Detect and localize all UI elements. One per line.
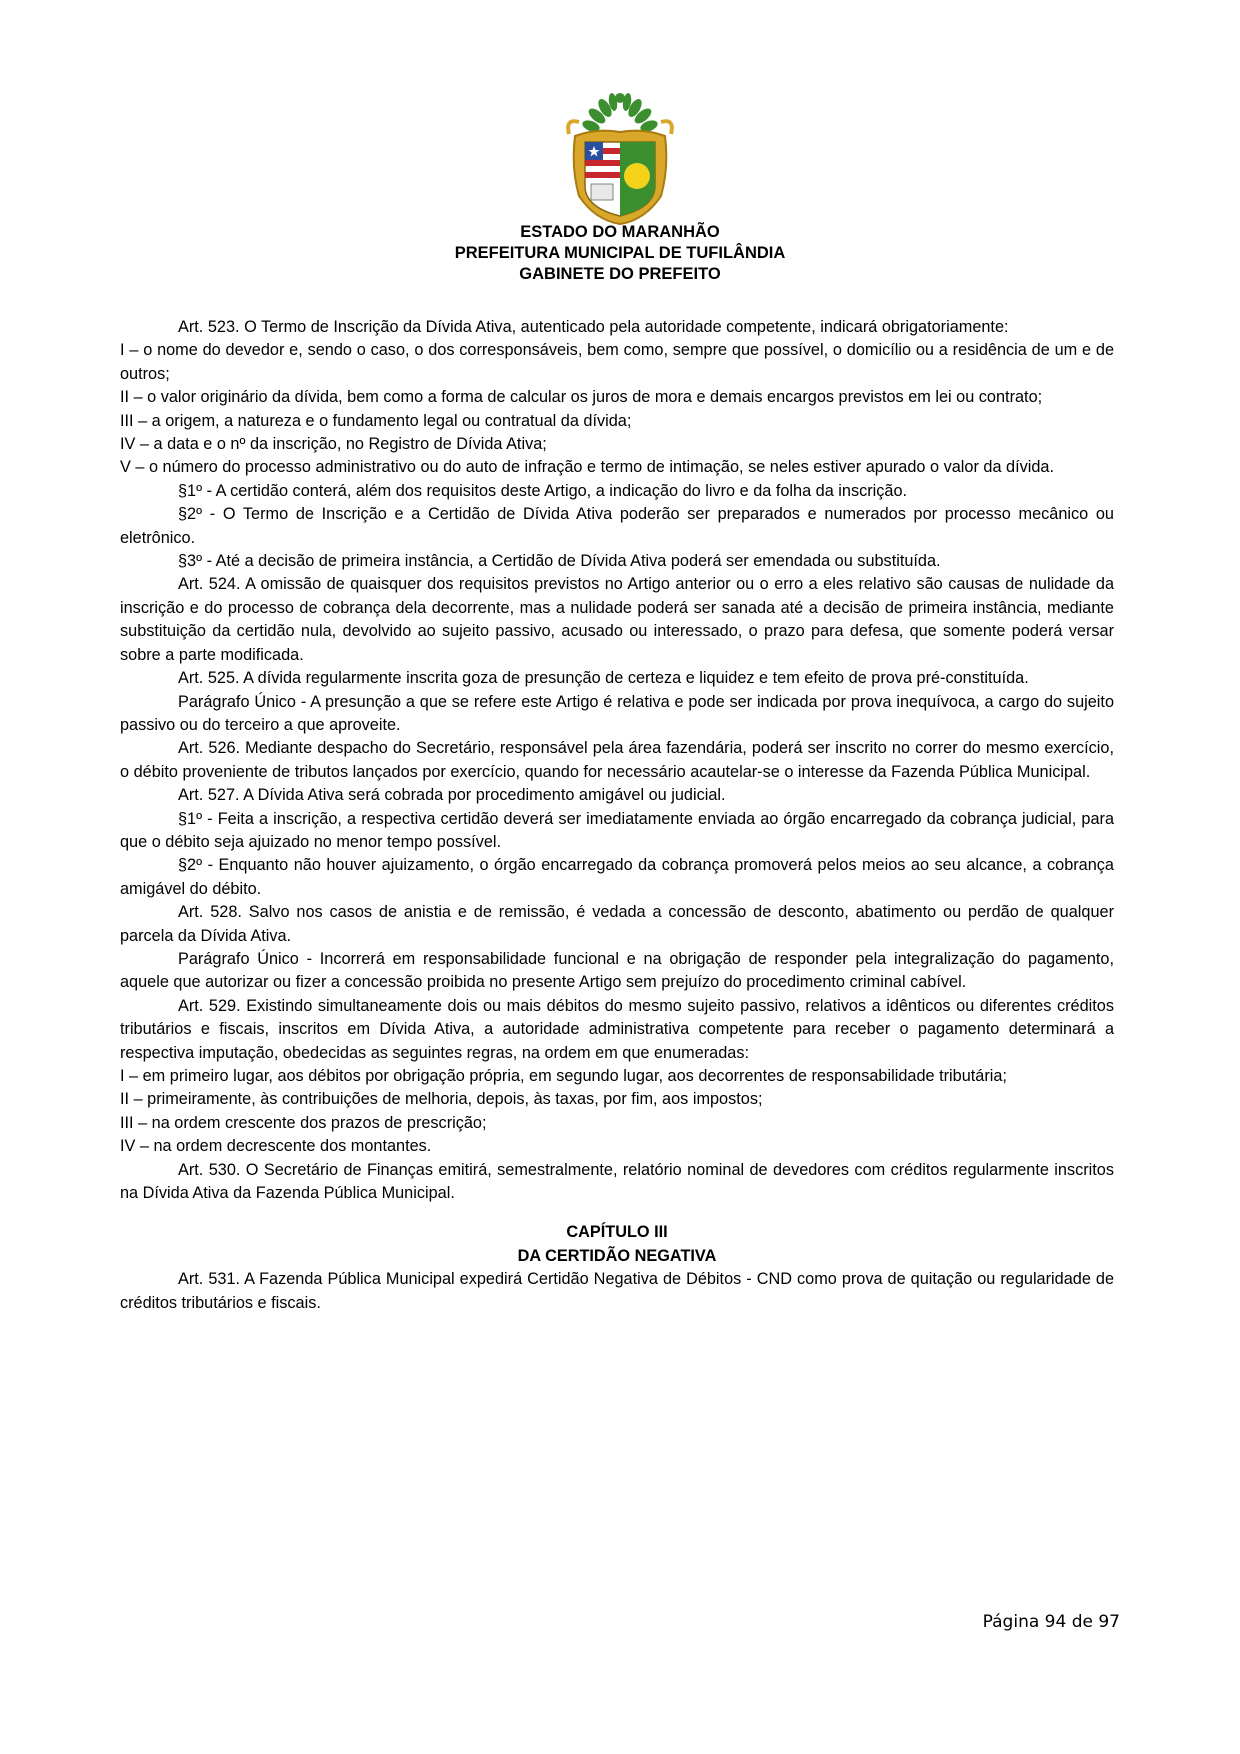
paragraph: §2º - O Termo de Inscrição e a Certidão de Dívida Ativa poderão ser preparados e numerados por processo mecânico ou eletrônico. xyxy=(120,505,1114,547)
paragraph: I – em primeiro lugar, aos débitos por obrigação própria, em segundo lugar, aos decorrentes de responsabilidade tributária; xyxy=(120,1067,1007,1085)
paragraph: Art. 527. A Dívida Ativa será cobrada por procedimento amigável ou judicial. xyxy=(178,786,726,805)
paragraph: Art. 523. O Termo de Inscrição da Dívida Ativa, autenticado pela autoridade competente, indicará obrigatoriamente: xyxy=(178,318,1009,336)
paragraph: §1º - Feita a inscrição, a respectiva certidão deverá ser imediatamente enviada ao órgão encarregado da cobrança judicial, para que o débito seja ajuizado no menor tempo possível. xyxy=(120,809,1114,851)
paragraph: Parágrafo Único - Incorrerá em responsabilidade funcional e na obrigação de responder pela integralização do pagamento, aquele que autorizar ou fizer a concessão proibida no presente Artigo sem prejuízo do procedimento criminal cabível. xyxy=(120,949,1114,992)
closing-article-list xyxy=(120,1268,1114,1315)
header-municipality: PREFEITURA MUNICIPAL DE TUFILÂNDIA xyxy=(454,244,786,262)
paragraph: Art. 529. Existindo simultaneamente dois ou mais débitos do mesmo sujeito passivo, relativos a idênticos ou diferentes créditos tributários e fiscais, inscritos em Dívida Ativa, a autoridade administrativa competente para receber o pagamento determinará a respectiva imputação, obedecidas as seguintes regras, na ordem em que enumeradas: xyxy=(120,996,1114,1062)
letterhead xyxy=(120,222,1120,285)
header-state: ESTADO DO MARANHÃO xyxy=(520,223,720,241)
page-number: Página 94 de 97 xyxy=(982,1612,1120,1632)
paragraph: §1º - A certidão conterá, além dos requisitos deste Artigo, a indicação do livro e da folha da inscrição. xyxy=(178,481,908,500)
header-office: GABINETE DO PREFEITO xyxy=(519,265,721,283)
paragraph: Art. 526. Mediante despacho do Secretário, responsável pela área fazendária, poderá ser inscrito no correr do mesmo exercício, o débito proveniente de tributos lançados por exercício, quando for necessário acautelar-se o interesse da Fazenda Pública Municipal. xyxy=(120,739,1114,781)
municipal-coat-of-arms-icon xyxy=(565,88,675,228)
paragraph: I – o nome do devedor e, sendo o caso, o dos corresponsáveis, bem como, sempre que possível, o domicílio ou a residência de um e de outros; xyxy=(120,341,1114,383)
paragraph: III – a origem, a natureza e o fundamento legal ou contratual da dívida; xyxy=(120,411,632,430)
paragraph: Art. 528. Salvo nos casos de anistia e de remissão, é vedada a concessão de desconto, abatimento ou perdão de qualquer parcela da Dívida Ativa. xyxy=(120,903,1114,945)
paragraph: IV – a data e o nº da inscrição, no Registro de Dívida Ativa; xyxy=(120,435,547,454)
paragraph: V – o número do processo administrativo ou do auto de infração e termo de intimação, se neles estiver apurado o valor da dívida. xyxy=(120,458,1054,477)
chapter-title: CAPÍTULO III xyxy=(566,1223,668,1242)
paragraph: Art. 524. A omissão de quaisquer dos requisitos previstos no Artigo anterior ou o erro a eles relativo são causas de nulidade da inscrição e do processo de cobrança dela decorrente, mas a nulidade poderá ser sanada até a decisão de primeira instância, mediante substituição da certidão nula, devolvido ao sujeito passivo, acusado ou interessado, o prazo para defesa, que somente poderá versar sobre a parte modificada. xyxy=(120,575,1114,664)
article-list xyxy=(120,316,1114,1205)
document-body xyxy=(120,316,1114,1315)
paragraph: §3º - Até a decisão de primeira instância, a Certidão de Dívida Ativa poderá ser emendada ou substituída. xyxy=(178,552,941,571)
paragraph: IV – na ordem decrescente dos montantes. xyxy=(120,1137,432,1156)
paragraph: II – primeiramente, às contribuições de melhoria, depois, às taxas, por fim, aos impostos; xyxy=(120,1090,763,1109)
paragraph: Art. 525. A dívida regularmente inscrita goza de presunção de certeza e liquidez e tem efeito de prova pré-constituída. xyxy=(178,669,1029,688)
paragraph: III – na ordem crescente dos prazos de prescrição; xyxy=(120,1113,487,1132)
paragraph: §2º - Enquanto não houver ajuizamento, o órgão encarregado da cobrança promoverá pelos meios ao seu alcance, a cobrança amigável do débito. xyxy=(120,856,1114,898)
paragraph: Art. 531. A Fazenda Pública Municipal expedirá Certidão Negativa de Débitos - CND como prova de quitação ou regularidade de créditos tributários e fiscais. xyxy=(120,1270,1114,1312)
paragraph: II – o valor originário da dívida, bem como a forma de calcular os juros de mora e demais encargos previstos em lei ou contrato; xyxy=(120,388,1043,407)
chapter-subtitle: DA CERTIDÃO NEGATIVA xyxy=(517,1246,717,1265)
paragraph: Art. 530. O Secretário de Finanças emitirá, semestralmente, relatório nominal de devedores com créditos regularmente inscritos na Dívida Ativa da Fazenda Pública Municipal. xyxy=(120,1160,1114,1203)
paragraph: Parágrafo Único - A presunção a que se refere este Artigo é relativa e pode ser indicada por prova inequívoca, a cargo do sujeito passivo ou do terceiro a que aproveite. xyxy=(120,692,1114,734)
